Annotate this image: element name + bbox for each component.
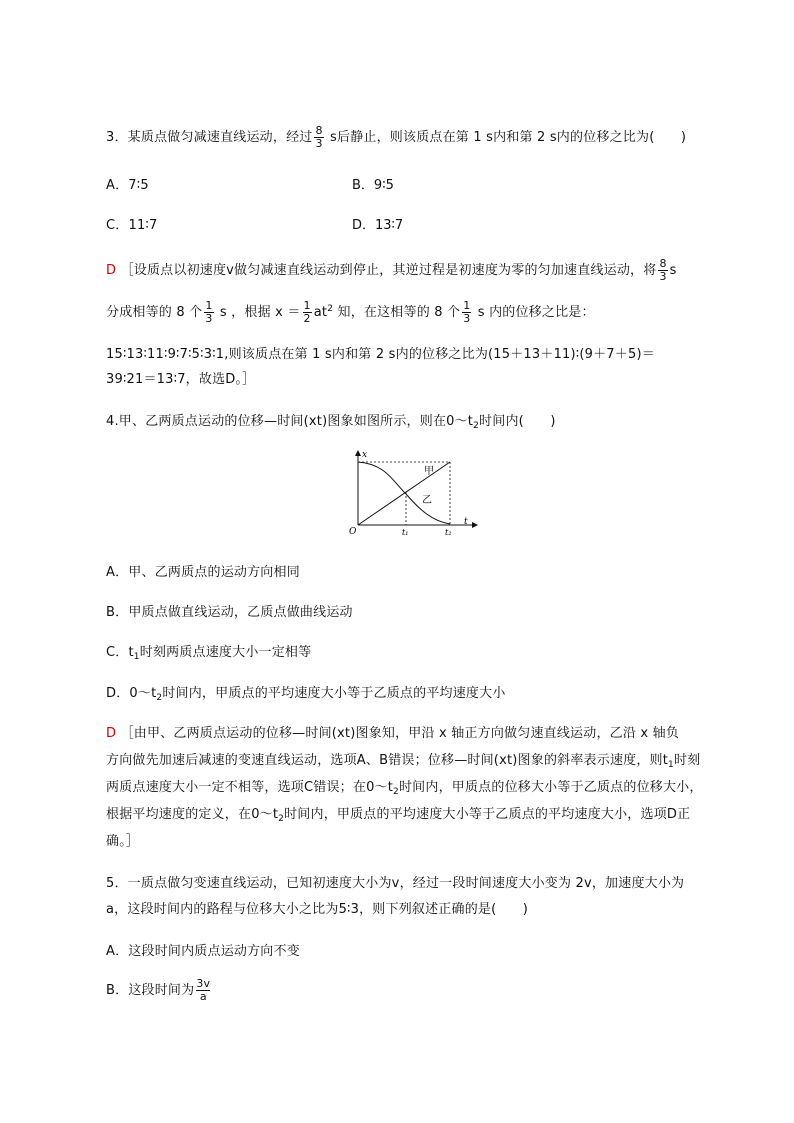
label-t1: t₁ xyxy=(402,528,409,537)
q3-option-c: C．11∶7 xyxy=(106,218,158,233)
label-origin: O xyxy=(349,527,357,537)
q3-explanation-line1: D ［设质点以初速度v做匀减速直线运动到停止，其逆过程是初速度为零的匀加速直线运动，将 $\frac{8}{3}$ s xyxy=(106,257,677,283)
q3-option-d: D．13∶7 xyxy=(352,218,404,233)
q4-option-c: C．$t_1$时刻两质点速度大小一定相等 xyxy=(106,645,312,662)
q5-stem-line2: a，这段时间内的路程与位移大小之比为5∶3，则下列叙述正确的是( ) xyxy=(106,902,529,917)
fraction: $\frac{8}{3}$ xyxy=(315,124,323,150)
label-x: x xyxy=(362,450,368,460)
q4-explanation-line1: D ［由甲、乙两质点运动的位移—时间(xt)图象知，甲沿 x 轴正方向做匀速直线运动，乙沿 x 轴负 xyxy=(106,726,680,741)
q4-explanation-line2: 方向做先加速后减速的变速直线运动，选项A、B错误；位移—时间(xt)图象的斜率表示速度，则$t_1$时刻 xyxy=(106,753,701,770)
q4-option-d: D．$0\sim t_2$时间内，甲质点的平均速度大小等于乙质点的平均速度大小 xyxy=(106,686,506,703)
jia-line xyxy=(358,462,450,525)
q3-option-a: A．7∶5 xyxy=(106,178,149,193)
q3-explanation-line3: 15∶13∶11∶9∶7∶5∶3∶1,则该质点在第 1 s内和第 2 s内的位移之比为(15＋13＋11)∶(9＋7＋5)＝ xyxy=(106,347,655,362)
q3-explanation-line4: 39∶21＝13∶7，故选D。］ xyxy=(106,372,256,387)
q4-explanation-line4: 根据平均速度的定义，在$0\sim t_2$时间内，甲质点的平均速度大小等于乙质点的平均速度大小，选项D正 xyxy=(106,807,691,824)
label-t: t xyxy=(464,517,468,527)
q4-stem: 4.甲、乙两质点运动的位移—时间(xt)图象如图所示，则在$0\sim t_2$时间内( ) xyxy=(106,414,556,431)
fraction: $\frac{1}{2}$ xyxy=(303,299,311,325)
x-axis-arrow xyxy=(355,450,361,456)
q4-option-a: A．甲、乙两质点的运动方向相同 xyxy=(106,565,300,580)
q3-explanation-line2: 分成相等的 8 个 $\frac{1}{3}$ s ，根据 x ＝ $\frac{1}{2}$ $at^2$ 知，在这相等的 8 个 $\frac{1}{3}$ s 内的位移之比是： xyxy=(106,299,595,325)
q4-explanation-line5: 确。］ xyxy=(106,834,140,849)
label-jia: 甲 xyxy=(424,466,434,477)
q3-answer-letter: D xyxy=(106,263,117,278)
fraction: $\frac{1}{3}$ xyxy=(463,299,471,325)
q4-answer-letter: D xyxy=(106,726,117,741)
label-yi: 乙 xyxy=(422,495,432,506)
q4-explanation-line3: 两质点速度大小一定不相等，选项C错误；在$0\sim t_2$时间内，甲质点的位移大小等于乙质点的位移大小， xyxy=(106,780,703,797)
q5-stem-line1: 5．一质点做匀变速直线运动，已知初速度大小为v，经过一段时间速度大小变为 2v，加速度大小为 xyxy=(106,876,685,891)
fraction: $\frac{3v}{a}$ xyxy=(196,977,211,1003)
fraction: $\frac{8}{3}$ xyxy=(659,257,667,283)
q3-stem: 3．某质点做匀减速直线运动，经过 $\frac{8}{3}$ s后静止，则该质点在第 1 s内和第 2 s内的位移之比为( ) xyxy=(106,124,687,150)
q5-option-a: A．这段时间内质点运动方向不变 xyxy=(106,944,300,959)
fraction: $\frac{1}{3}$ xyxy=(205,299,213,325)
q3-option-b: B．9∶5 xyxy=(352,178,394,193)
q5-option-b: B．这段时间为 $\frac{3v}{a}$ xyxy=(106,977,211,1003)
label-t2: t₂ xyxy=(445,528,452,537)
t-axis-arrow xyxy=(472,522,478,528)
q4-xt-graph xyxy=(340,448,480,538)
q4-option-b: B．甲质点做直线运动，乙质点做曲线运动 xyxy=(106,605,353,620)
